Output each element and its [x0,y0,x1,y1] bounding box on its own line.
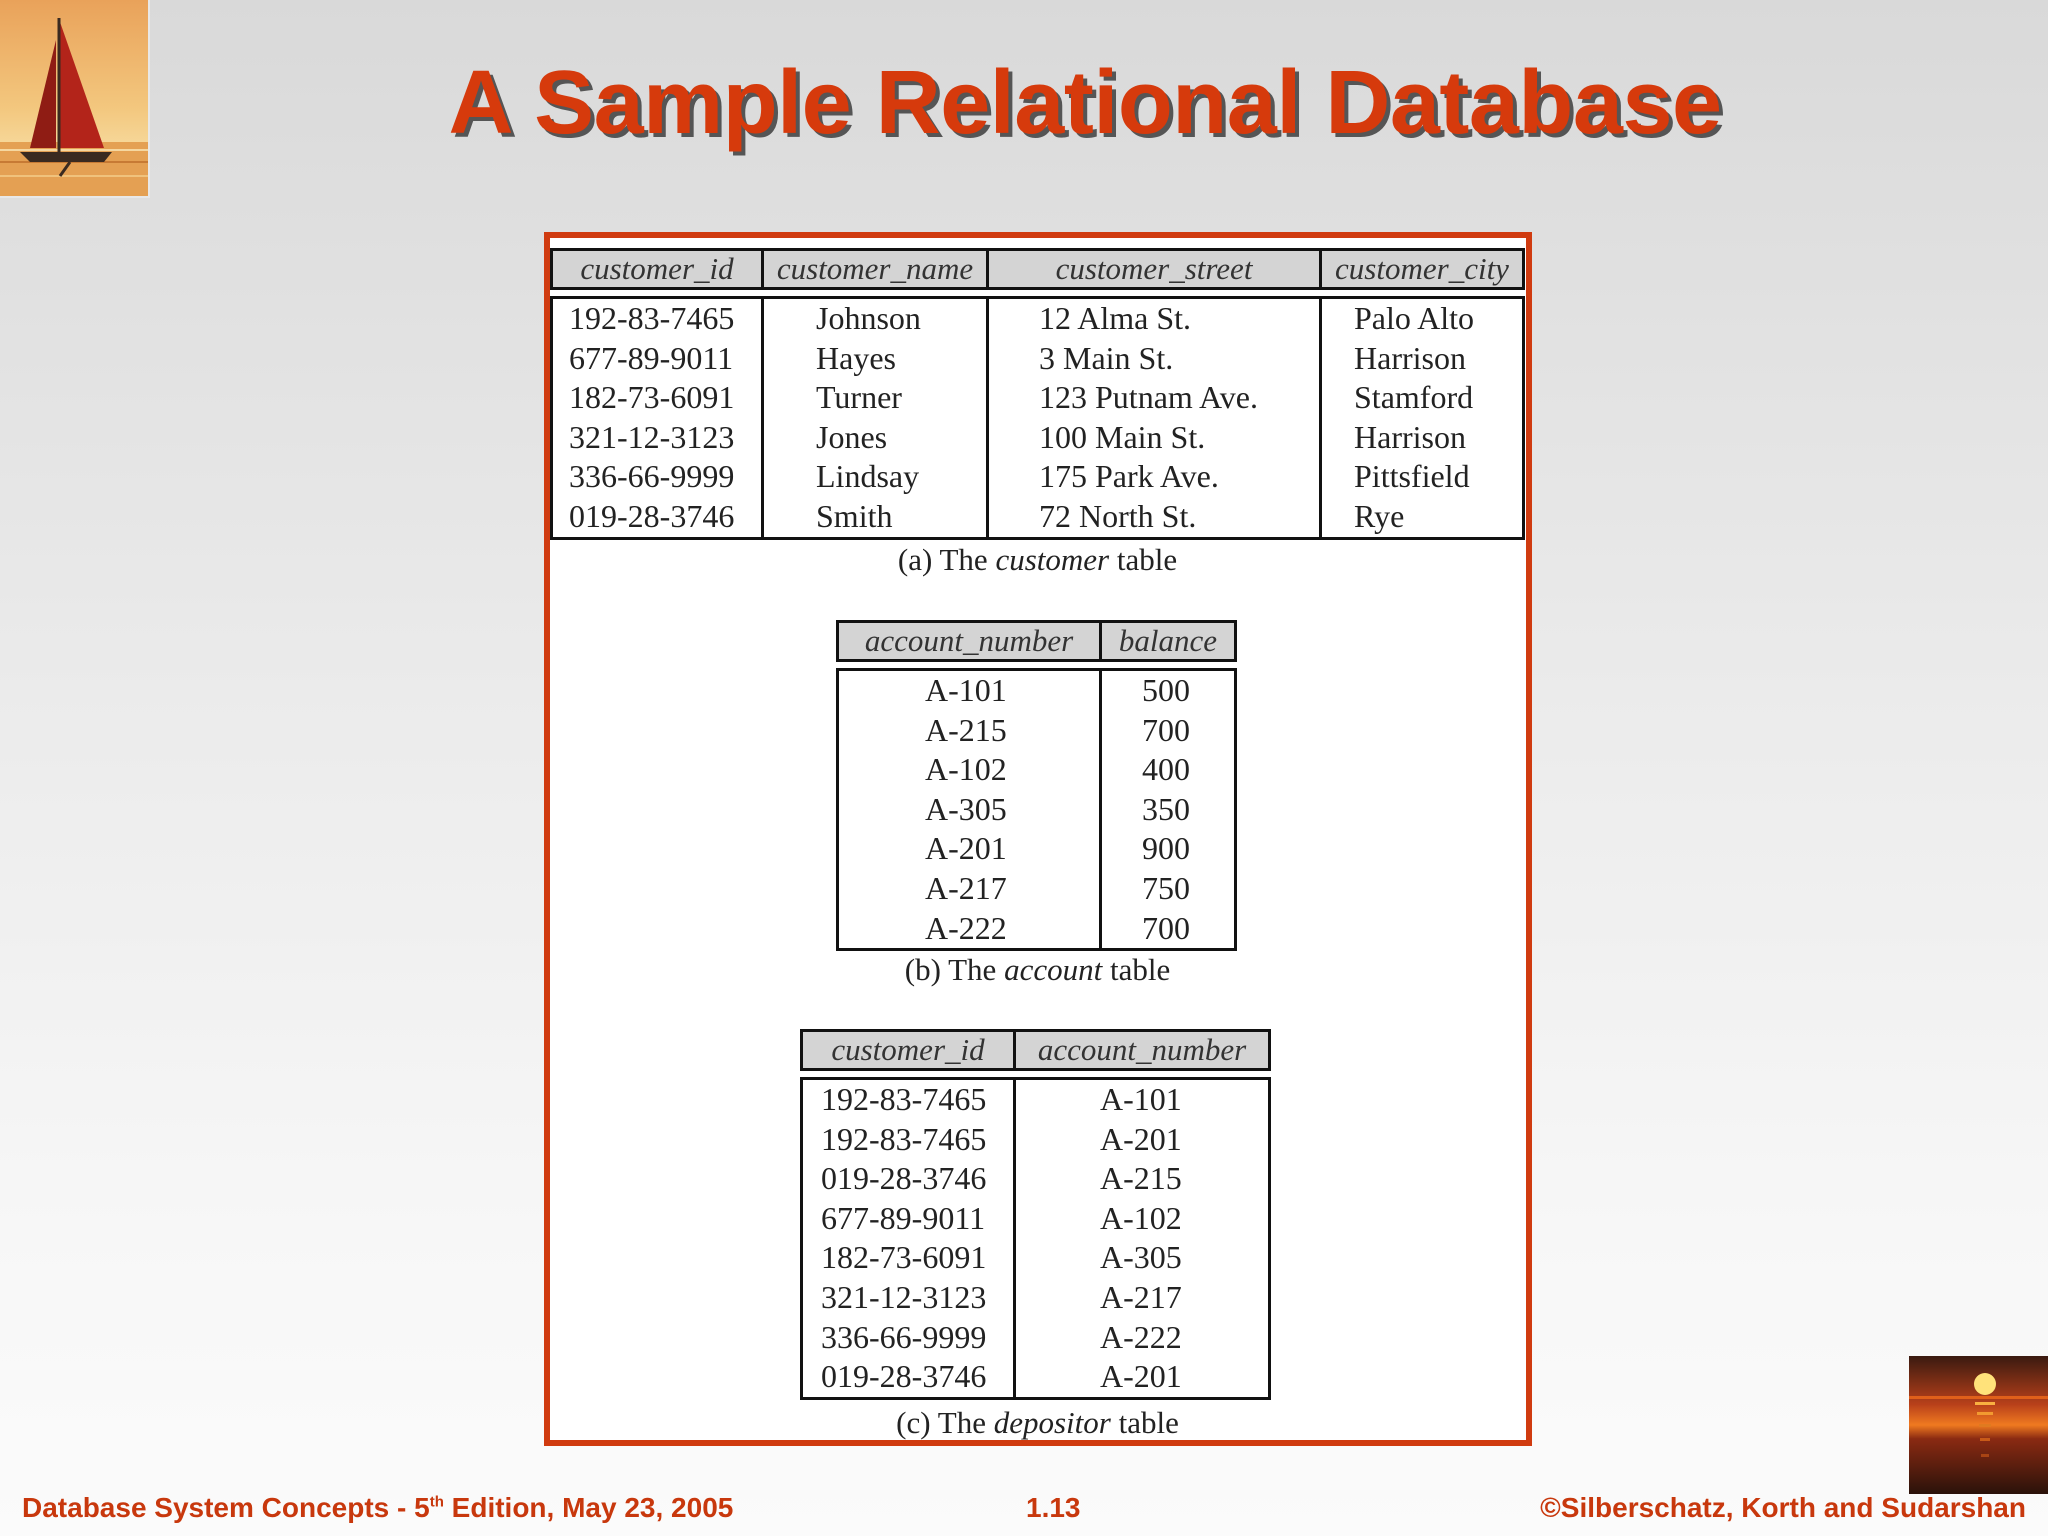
account-table [836,620,1237,951]
table-cell: A-217 [1100,1278,1182,1315]
customer-table-caption [550,542,1525,578]
table-cell: 900 [1142,830,1190,867]
caption-prefix: (a) The [897,542,988,577]
table-cell: 182-73-6091 [569,379,735,416]
table-cell: A-215 [925,711,1007,748]
caption-prefix: (b) The [904,952,997,987]
customer-table [550,248,1525,540]
caption-suffix: table [1118,1405,1179,1440]
table-cell: A-222 [1100,1318,1182,1355]
table-cell: Hayes [816,339,896,376]
sailboat-logo-image [0,0,150,198]
balance-column [1099,671,1234,948]
depositor-customer-id-column [803,1080,1013,1397]
footer-left [22,1492,733,1524]
table-cell: Pittsfield [1354,458,1470,495]
caption-suffix: table [1116,542,1178,577]
table-cell: 350 [1142,790,1190,827]
column-header: customer_id [580,251,734,286]
table-cell: A-101 [1100,1081,1182,1117]
footer-book-title: Database System Concepts - 5 [22,1492,430,1523]
table-cell: 677-89-9011 [569,339,734,376]
table-cell: 192-83-7465 [569,300,735,336]
table-cell: 12 Alma St. [1039,300,1192,336]
column-header: account_number [1013,1032,1268,1068]
table-cell: 182-73-6091 [821,1239,987,1276]
account-table-header [836,620,1237,662]
column-header: account_number [864,623,1074,658]
table-cell: A-217 [925,869,1007,906]
table-cell: A-201 [1100,1120,1182,1157]
footer-edition-date: Edition, May 23, 2005 [443,1492,734,1523]
table-cell: Jones [816,418,888,455]
caption-suffix: table [1109,952,1171,987]
table-cell: 677-89-9011 [821,1199,986,1236]
depositor-table-body [800,1077,1271,1400]
table-cell: 3 Main St. [1039,339,1174,376]
table-cell: 192-83-7465 [821,1120,987,1157]
table-cell: 123 Putnam Ave. [1039,379,1258,416]
customer-table-header [550,248,1525,290]
footer-page-number: 1.13 [1026,1492,1081,1523]
table-cell: 175 Park Ave. [1039,458,1219,495]
column-header: customer_name [761,251,986,287]
table-cell: A-102 [1100,1199,1182,1236]
slide-title: A Sample Relational Database [448,53,1722,153]
table-cell: 321-12-3123 [821,1278,987,1315]
table-cell: A-102 [925,751,1007,788]
table-cell: Smith [816,497,893,534]
table-cell: Johnson [816,300,921,336]
table-cell: 019-28-3746 [821,1160,987,1197]
caption-table-name: depositor [993,1405,1111,1440]
table-cell: Stamford [1354,379,1474,416]
depositor-table-caption [550,1405,1525,1441]
footer-copyright: ©Silberschatz, Korth and Sudarshan [1540,1492,2026,1523]
table-cell: 336-66-9999 [821,1318,987,1355]
depositor-table-header [800,1029,1271,1071]
account-table-caption [550,952,1525,988]
table-cell: 400 [1142,751,1190,788]
column-header: customer_city [1319,251,1522,287]
table-cell: A-201 [925,830,1007,867]
customer-table-body [550,296,1525,540]
table-cell: 500 [1142,672,1190,708]
caption-table-name: account [1004,952,1103,987]
table-cell: A-201 [1100,1358,1182,1395]
sunset-logo-image [1909,1356,2048,1494]
table-cell: Palo Alto [1354,300,1475,336]
footer-edition-suffix: th [429,1493,444,1511]
figure-frame [544,232,1532,1446]
table-cell: Rye [1354,497,1405,534]
customer-street-column [986,299,1319,537]
table-cell: 700 [1142,711,1190,748]
table-cell: Harrison [1354,418,1466,455]
customer-city-column [1319,299,1522,537]
customer-name-column [761,299,986,537]
table-cell: 72 North St. [1039,497,1197,534]
column-header: customer_street [986,251,1319,287]
table-cell: A-305 [1100,1239,1182,1276]
depositor-table [800,1029,1271,1400]
caption-prefix: (c) The [896,1405,986,1440]
table-cell: 336-66-9999 [569,458,735,495]
table-cell: Harrison [1354,339,1466,376]
depositor-account-number-column [1013,1080,1268,1397]
table-cell: 019-28-3746 [569,497,735,534]
table-cell: 192-83-7465 [821,1081,987,1117]
caption-table-name: customer [995,542,1110,577]
customer-id-column [553,299,761,537]
table-cell: 019-28-3746 [821,1358,987,1395]
table-cell: 700 [1142,909,1190,946]
table-cell: Lindsay [816,458,920,495]
column-header: customer_id [831,1032,985,1067]
table-cell: 321-12-3123 [569,418,735,455]
table-cell: A-215 [1100,1160,1182,1197]
column-header: balance [1099,623,1234,659]
account-table-body [836,668,1237,951]
table-cell: A-101 [925,672,1007,708]
table-cell: 100 Main St. [1039,418,1206,455]
table-cell: A-222 [925,909,1007,946]
table-cell: Turner [816,379,902,416]
table-cell: A-305 [925,790,1007,827]
table-cell: 750 [1142,869,1190,906]
account-number-column [839,671,1099,948]
